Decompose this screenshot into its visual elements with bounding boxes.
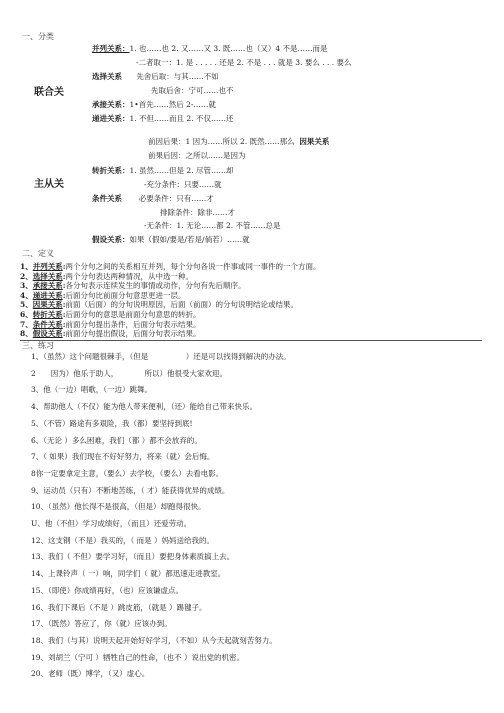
dijin-row	[92, 115, 233, 123]
exercise-item: 3、他（一边）唱歌，（一边）跳舞。	[31, 385, 153, 395]
definition-item: 8、假设关系:前面分句提出假设，后面分句表示结果。	[20, 329, 201, 339]
xuanze-line-1: -二者取一：1. 是 . . . . . 还是 2. 不是 . . . 就是 3. 要么 . . . 要么	[136, 58, 352, 67]
definition-text: 后面分句比前面分句意思更进一层。	[65, 290, 186, 300]
zhuanzhe-row	[92, 167, 233, 175]
definition-label: 选择关系	[32, 271, 63, 281]
exercise-item: 18、我们（与其）说明天起开始好好学习，（不如）从今天起就刻苦努力。	[31, 635, 277, 645]
definition-label: 因果关系	[32, 300, 63, 310]
definition-item: 4、递进关系:后面分句比前面分句意思更进一层。	[20, 290, 186, 300]
tiaojian-line-3: 排除条件：除非……才	[160, 208, 235, 217]
definition-num: 8、	[20, 329, 33, 339]
definition-label: 转折关系	[32, 310, 63, 319]
definition-text: 前面分句提出条件，后面分句表示结果。	[65, 319, 201, 329]
definition-num: 1、	[20, 262, 33, 271]
exercise-item: 16、我们下课后（不是 ）跳皮筋，（就是 ）踢毽子。	[31, 602, 207, 612]
definition-label: 条件关系	[32, 319, 63, 329]
tiaojian-row	[92, 195, 214, 203]
definition-text: 两个分句表达两种情况，从中选一种。	[65, 271, 193, 281]
bingle-text: 1. 也……也 2. 又……又 3. 既……也（又）4 不是……而是	[129, 44, 328, 53]
bingle-label: 并列关系：	[92, 44, 130, 53]
definition-num: 2、	[20, 271, 33, 281]
exercise-item: 15、（即使）你成绩再好，（也）应该谦虚点。	[31, 585, 184, 595]
bingle-row	[92, 45, 328, 53]
section-2-header: 二、定义	[22, 249, 54, 258]
section-3-header: 三、练习	[22, 341, 54, 350]
jiashe-row	[92, 236, 250, 244]
definition-item: 2、选择关系:两个分句表达两种情况，从中选一种。	[20, 271, 193, 281]
exercise-item: 2 因为）他乐于助人， 所以）他很受大家欢迎。	[31, 368, 228, 378]
dijin-text: 1. 不但……而且 2. 不仅……还	[129, 114, 234, 123]
yinguo-label: 因果关系	[299, 137, 330, 146]
exercise-item: 20、老师（既）博学，（又）虚心。	[31, 669, 150, 679]
exercise-item: U、他（不但）学习成绩好，（而且）还爱劳动。	[31, 519, 192, 528]
definition-num: 3、	[20, 281, 33, 291]
tiaojian-line-4: -无条件：1. 无论……都 2. 不管……总是	[144, 221, 281, 230]
exercise-item: 6、（无论 ）多么困难，我们（都 ）都不会放弃的。	[31, 435, 202, 445]
definition-label: 假设关系	[32, 329, 63, 339]
exercise-item: 5、（不管）路途有多艰险，我（都）要坚持到底!	[31, 418, 193, 428]
exercise-item: 8你一定要拿定主意，（要么）去学校，（要么）去看电影。	[31, 468, 224, 478]
definition-text: 两个分句之间的关系相互并列，每个分句各说一件事或同一事件的一个方面。	[65, 262, 321, 271]
definition-text: 各分句表示连续发生的事情或动作，分句有先后顺序。	[65, 281, 246, 291]
chengjie-text: 1•首先……然后 2-……就	[129, 100, 216, 109]
divider	[20, 340, 482, 341]
exercise-item: 19、刘胡兰（宁可 ）牺牲自己的性命，（也不 ）说出党的机密。	[31, 652, 245, 662]
xuanze-text: 先舍后取：与其……不如	[136, 72, 219, 81]
xuanze-line-3: 先取后舍：宁可……也不	[151, 86, 234, 95]
definition-item: 1、并列关系:两个分句之间的关系相互并列，每个分句各说一件事或同一事件的一个方面。	[20, 262, 321, 271]
exercise-item: 9、运动员（只有）不断地苦练，（ 才）能获得优异的成绩。	[31, 485, 230, 495]
definition-num: 4、	[20, 290, 33, 300]
definition-text: 后面分句的意思是前面分句意思的转折。	[65, 310, 201, 319]
group-label-zhucong: 主从关	[34, 179, 64, 190]
dijin-label: 递进关系：	[92, 114, 130, 123]
zhuanzhe-text: 1. 虽然……但是 2. 尽管……却	[129, 166, 234, 175]
definition-text: 前面分句提出假设，后面分句表示结果。	[65, 329, 201, 339]
xuanze-row	[92, 73, 219, 81]
xuanze-label: 选择关系	[92, 72, 122, 81]
exercise-item: 10、（虽然）他长得不是很高，（但是）却跑得很快。	[31, 502, 206, 512]
section-1-header: 一、分类	[22, 32, 54, 41]
exercise-item: 13、我们（ 不但）要学习好，（而且）要把身体素质搞上去。	[31, 552, 235, 562]
chengjie-label: 承接关系：	[92, 100, 130, 109]
jiashe-label: 假设关系：	[92, 235, 130, 244]
definition-label: 递进关系	[32, 290, 63, 300]
chengjie-row	[92, 101, 216, 109]
definition-label: 并列关系	[32, 262, 63, 271]
definition-item: 7、条件关系:前面分句提出条件，后面分句表示结果。	[20, 319, 201, 329]
tiaojian-line-1: -充分条件：只要……就	[144, 180, 222, 189]
exercise-item: 4、帮助他人（不仅）能为他人带来便利，（还）能给自己带来快乐。	[31, 402, 258, 412]
yinguo-line-1: 前因后果：1 因为……所以 2. 既然……那么 因果关系	[148, 137, 330, 146]
definition-num: 6、	[20, 310, 33, 319]
yinguo-line-2: 前果后因：之所以……是因为	[148, 151, 246, 160]
exercise-item: 1、（虽然）这个问题很棘手，（但是 ）还是可以找得到解决的办法。	[31, 352, 291, 361]
tiaojian-text: 必要条件：只有……才	[138, 194, 214, 203]
definition-item: 3、承接关系:各分句表示连续发生的事情或动作，分句有先后顺序。	[20, 281, 246, 291]
jiashe-text: 如果（假如/要是/若是/倘若）……就	[129, 235, 250, 244]
exercise-item: 17、（既然）答应了，你（就）应该办到。	[31, 619, 172, 629]
definition-item: 6、转折关系:后面分句的意思是前面分句意思的转折。	[20, 310, 201, 319]
definition-item: 5、因果关系:前面（后面）的分句说明原因，后面（前面）的分句说明结论或结果。	[20, 300, 298, 310]
definition-num: 7、	[20, 319, 33, 329]
definition-text: 前面（后面）的分句说明原因，后面（前面）的分句说明结论或结果。	[65, 300, 298, 310]
exercise-item: 7、（ 如果）我们现在不好好努力，将来（就）会后悔。	[31, 452, 215, 462]
tiaojian-label: 条件关系	[92, 194, 122, 203]
zhuanzhe-label: 转折关系：	[92, 166, 130, 175]
exercise-item: 12、这支钢（不是）我买的，（ 而是 ）妈妈送给我的。	[31, 535, 215, 545]
definition-num: 5、	[20, 300, 33, 310]
exercise-item: 14、上课铃声（ 一）响，同学们（ 就）都迅速走进教室。	[31, 569, 226, 579]
definition-label: 承接关系	[32, 281, 63, 291]
group-label-lianhe: 联合关	[34, 87, 64, 98]
